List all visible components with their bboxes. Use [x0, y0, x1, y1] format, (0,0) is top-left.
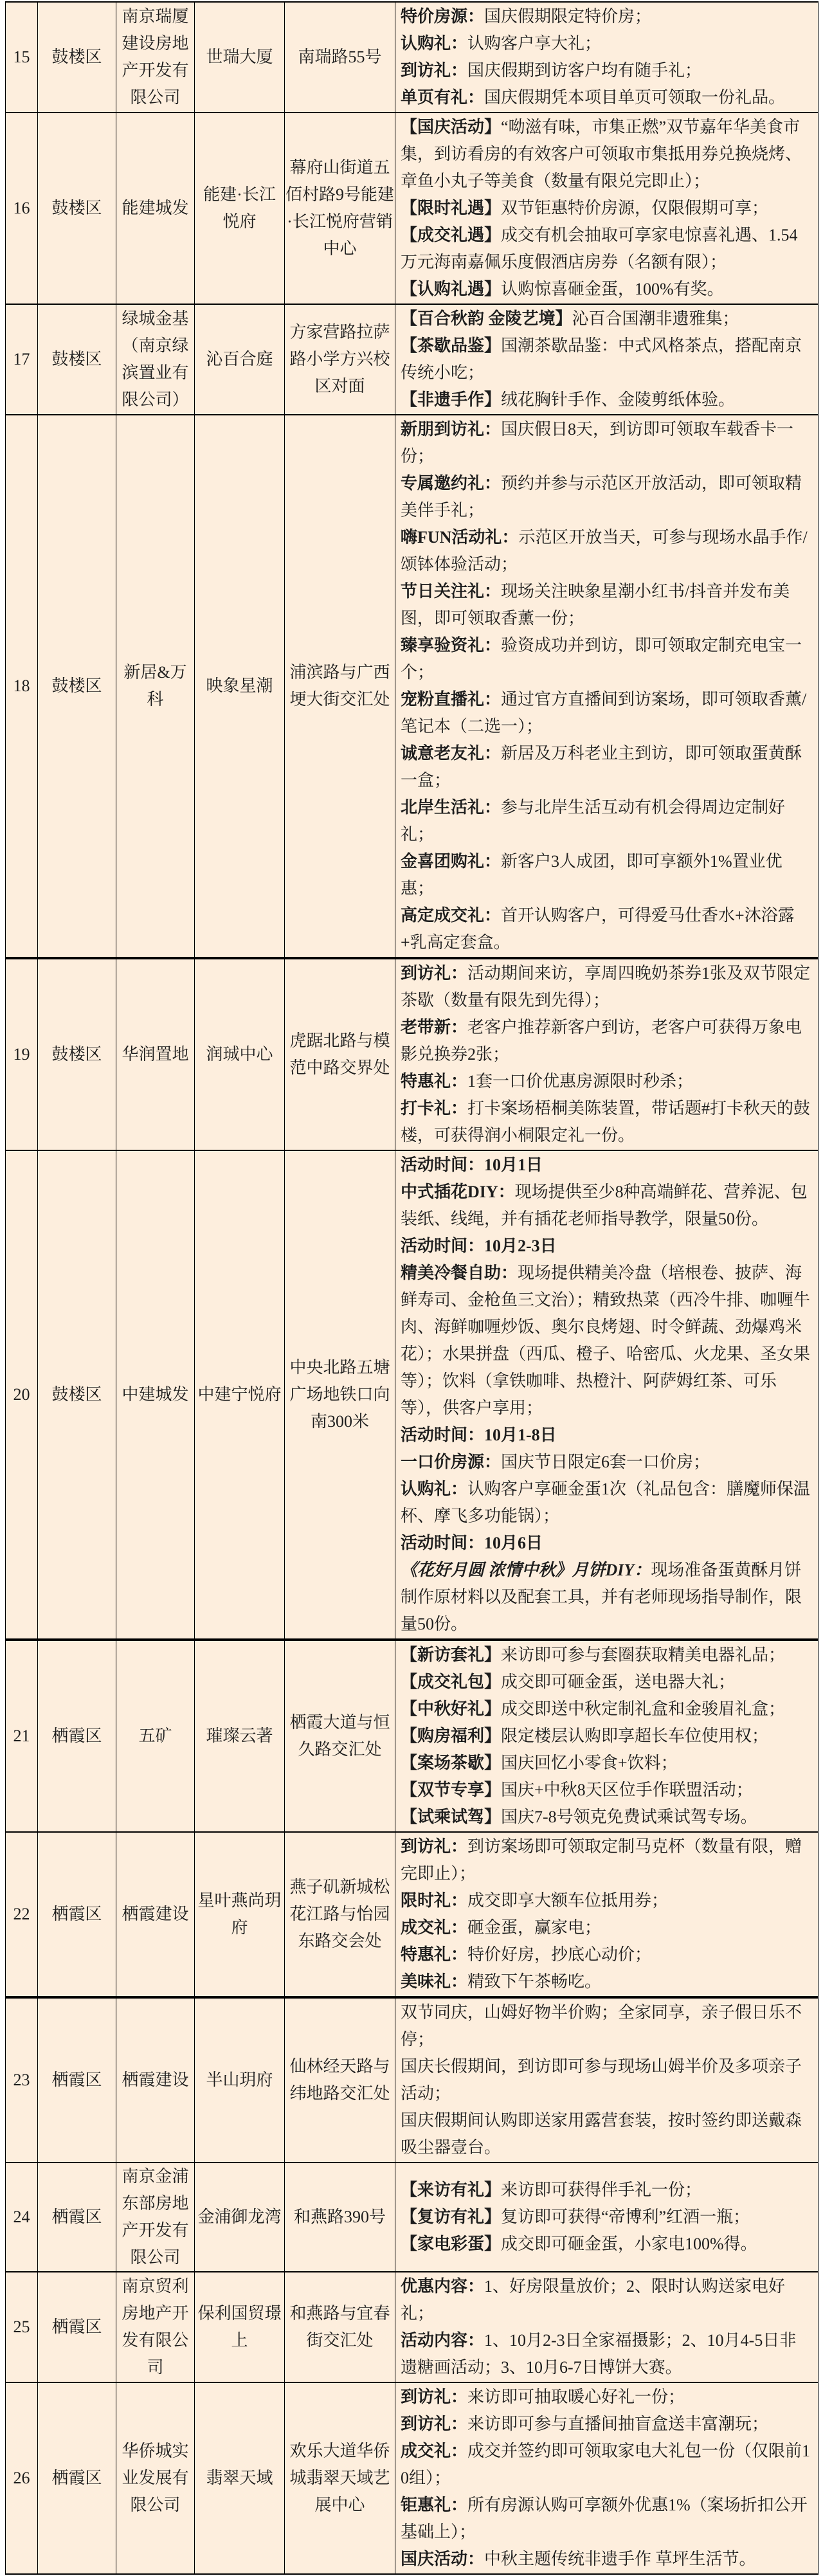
detail-label: 成交礼：: [401, 1918, 468, 1937]
detail-label: 【案场茶歇】: [401, 1754, 502, 1772]
table-row: [6, 415, 818, 958]
detail-label: 国庆活动：: [401, 2550, 485, 2568]
detail-item: [401, 2053, 813, 2107]
company-cell: 栖霞建设: [116, 1832, 195, 1997]
detail-label: 【限时礼遇】: [401, 199, 502, 217]
detail-text: 验资成功并到访，即可领取定制充电宝一个；: [401, 636, 802, 682]
detail-item: [401, 1999, 813, 2053]
detail-item: [401, 1179, 813, 1233]
detail-text: 参与北岸生活互动有机会得周边定制好礼；: [401, 798, 786, 844]
company-cell: 华润置地: [116, 958, 195, 1150]
detail-label: 特惠礼：: [401, 1072, 468, 1091]
detail-text: 到访案场即可领取定制马克杯（数量有限，赠完即止）；: [401, 1837, 802, 1883]
detail-item: [401, 332, 813, 386]
address-cell: 中央北路五塘广场地铁口向南300米: [285, 1150, 395, 1640]
detail-text: 示范区开放当天，可参与现场水晶手作/颂钵体验活动；: [401, 528, 808, 574]
address-cell: 方家营路拉萨路小学方兴校区对面: [285, 304, 395, 415]
row-number: 17: [6, 304, 38, 415]
project-cell: 翡翠天域: [195, 2382, 285, 2574]
detail-item: [401, 30, 813, 57]
detail-item: [401, 1804, 813, 1831]
detail-text: 现场提供至少8种高端鲜花、营养泥、包装纸、线绳，并有插花老师指导教学，限量50份。: [401, 1183, 808, 1228]
detail-item: [401, 386, 813, 413]
detail-label: 活动时间：10月1日: [401, 1156, 543, 1174]
detail-item: [401, 1887, 813, 1914]
detail-item: [401, 1014, 813, 1068]
row-number: 21: [6, 1640, 38, 1832]
detail-item: [401, 57, 813, 84]
detail-item: [401, 902, 813, 956]
district-cell: 鼓楼区: [38, 415, 116, 958]
row-number: 22: [6, 1832, 38, 1997]
project-cell: 润珹中心: [195, 958, 285, 1150]
detail-label: 【试乘试驾】: [401, 1808, 502, 1826]
detail-text: 成交即送中秋定制礼盒和金骏眉礼盒；: [501, 1700, 786, 1718]
detail-item: [401, 794, 813, 848]
detail-label: 到访礼：: [401, 964, 468, 983]
detail-label: 钜惠礼：: [401, 2496, 468, 2514]
detail-item: [401, 2492, 813, 2546]
detail-label: 诚意老友礼：: [401, 744, 502, 763]
detail-label: 一口价房源：: [401, 1453, 502, 1471]
detail-label: 成交礼：: [401, 2442, 468, 2460]
row-number: 19: [6, 958, 38, 1150]
detail-item: [401, 2273, 813, 2327]
detail-label: 【茶歇品鉴】: [401, 336, 502, 355]
details-cell: [395, 2382, 818, 2574]
detail-item: [401, 848, 813, 902]
promo-events-table: [5, 1, 818, 2575]
detail-item: [401, 524, 813, 578]
project-cell: 映象星潮: [195, 415, 285, 958]
company-cell: 中建城发: [116, 1150, 195, 1640]
detail-label: 单页有礼：: [401, 88, 485, 107]
detail-text: 预约并参与示范区开放活动，即可领取精美伴手礼；: [401, 474, 802, 520]
detail-item: [401, 1530, 813, 1557]
detail-item: [401, 1750, 813, 1777]
detail-item: [401, 3, 813, 30]
detail-label: 专属邀约礼：: [401, 474, 502, 493]
detail-label: 【新访套礼】: [401, 1646, 502, 1664]
details-cell: [395, 1640, 818, 1832]
detail-label: 活动时间：10月2-3日: [401, 1237, 557, 1255]
detail-label: 打卡礼：: [401, 1099, 468, 1118]
detail-text: 国庆假日8天，到访即可领取车载香卡一份；: [401, 420, 794, 466]
row-number: 26: [6, 2382, 38, 2574]
table-row: [6, 1150, 818, 1640]
detail-text: 现场提供精美冷盘（培根卷、披萨、海鲜寿司、金枪鱼三文治）；精致热菜（西冷牛排、咖喱牛肉、海鲜咖喱炒饭、奥尔良烤翅、时令鲜蔬、劲爆鸡米花）；水果拼盘（西瓜、橙子、哈密瓜、火龙果、圣女果等）；饮料（拿铁咖啡、热橙汁、阿萨姆红茶、可乐等），供客户享用；: [401, 1264, 811, 1417]
project-cell: 璀璨云著: [195, 1640, 285, 1832]
details-cell: [395, 1997, 818, 2163]
detail-item: [401, 740, 813, 794]
detail-item: [401, 632, 813, 686]
detail-text: 活动期间来访，享周四晚奶茶券1张及双节限定茶歇（数量有限先到先得）；: [401, 964, 811, 1010]
project-cell: 星叶燕尚玥府: [195, 1832, 285, 1997]
detail-label: 北岸生活礼：: [401, 798, 502, 817]
company-cell: 栖霞建设: [116, 1997, 195, 2163]
detail-text: 新居及万科老业主到访，即可领取蛋黄酥一盒；: [401, 744, 802, 790]
detail-label: 【成交礼遇】: [401, 226, 502, 244]
district-cell: 鼓楼区: [38, 304, 116, 415]
detail-item: [401, 1557, 813, 1638]
detail-text: 打卡案场梧桐美陈装置，带话题#打卡秋天的鼓楼，可获得润小桐限定礼一份。: [401, 1099, 811, 1145]
detail-text: 特价好房，抄底心动价；: [467, 1945, 652, 1964]
district-cell: 栖霞区: [38, 2163, 116, 2272]
detail-text: 成交即可砸金蛋，送电器大礼；: [501, 1673, 736, 1691]
detail-item: [401, 1260, 813, 1422]
detail-text: 国庆回忆小零食+饮料；: [501, 1754, 678, 1772]
detail-label: 活动时间：10月6日: [401, 1534, 543, 1552]
detail-item: [401, 222, 813, 276]
detail-text: 1、10月2-3日全家福摄影；2、10月4-5日非遗糖画活动；3、10月6-7日博饼大赛。: [401, 2331, 797, 2377]
detail-text: 来访即可获得伴手礼一份；: [501, 2181, 702, 2199]
details-cell: [395, 113, 818, 304]
detail-label: 【国庆活动】: [401, 118, 502, 136]
details-cell: [395, 304, 818, 415]
detail-label: 特价房源：: [401, 7, 485, 26]
detail-item: [401, 2438, 813, 2492]
detail-label: 节日关注礼：: [401, 582, 502, 601]
detail-label: 美味礼：: [401, 1972, 468, 1991]
table-row: [6, 2, 818, 113]
detail-text: 1套一口价优惠房源限时秒杀；: [467, 1072, 694, 1091]
detail-label: 金喜团购礼：: [401, 852, 502, 871]
detail-item: [401, 960, 813, 1014]
district-cell: 鼓楼区: [38, 958, 116, 1150]
detail-item: [401, 1723, 813, 1750]
detail-text: 双节钜惠特价房源，仅限假期可享；: [501, 199, 769, 217]
detail-text: 1、好房限量放价；2、限时认购送家电好礼；: [401, 2277, 786, 2323]
project-cell: 金浦御龙湾: [195, 2163, 285, 2272]
detail-text: 成交有机会抽取可享家电惊喜礼遇、1.54万元海南嘉佩乐度假酒店房券（名额有限）；: [401, 226, 798, 271]
detail-label: 新朋到访礼：: [401, 420, 502, 439]
detail-text: “呦滋有味，市集正燃”双节嘉年华美食市集，到访看房的有效客户可领取市集抵用券兑换烧烤、章鱼小丸子等美食（数量有限兑完即止）；: [401, 118, 802, 190]
row-number: 23: [6, 1997, 38, 2163]
detail-label: 嗨FUN活动礼：: [401, 528, 519, 547]
detail-item: [401, 1068, 813, 1095]
company-cell: 南京金浦东部房地产开发有限公司: [116, 2163, 195, 2272]
detail-text: 新客户3人成团，即可享额外1%置业优惠；: [401, 852, 782, 898]
detail-text: 所有房源认购可享额外优惠1%（案场折扣公开基础上）；: [401, 2496, 808, 2541]
detail-label: 【成交礼包】: [401, 1673, 502, 1691]
address-cell: 栖霞大道与恒久路交汇处: [285, 1640, 395, 1832]
detail-label: 【来访有礼】: [401, 2181, 502, 2199]
detail-text: 成交并签约即可领取家电大礼包一份（仅限前10组）；: [401, 2442, 811, 2487]
district-cell: 栖霞区: [38, 1832, 116, 1997]
detail-text: 通过官方直播间到访案场，即可领取香薰/笔记本（二选一）；: [401, 690, 807, 736]
detail-label: 优惠内容：: [401, 2277, 485, 2296]
table-row: [6, 2272, 818, 2382]
detail-label: 活动内容：: [401, 2331, 485, 2350]
detail-item: [401, 195, 813, 222]
detail-text: 绒花胸针手作、金陵剪纸体验。: [501, 390, 736, 409]
row-number: 25: [6, 2272, 38, 2382]
table-row: [6, 304, 818, 415]
address-cell: 和燕路与宜春街交汇处: [285, 2272, 395, 2382]
detail-text: 国庆假期凭本项目单页可领取一份礼品。: [484, 88, 786, 107]
detail-label: 【购房福利】: [401, 1727, 502, 1745]
detail-text: 认购客户享砸金蛋1次（礼品包含：膳魔师保温杯、摩飞多功能锅）；: [401, 1480, 811, 1525]
detail-item: [401, 1669, 813, 1696]
detail-text: 现场关注映象星潮小红书/抖音并发布美图，即可领取香薰一份；: [401, 582, 790, 628]
detail-item: [401, 686, 813, 740]
detail-label: 到访礼：: [401, 2388, 468, 2406]
project-cell: 半山玥府: [195, 1997, 285, 2163]
company-cell: 南京贸利房地产开发有限公司: [116, 2272, 195, 2382]
table-row: [6, 1640, 818, 1832]
table-row: [6, 113, 818, 304]
detail-label: 【复访有礼】: [401, 2208, 502, 2226]
detail-label: 【非遗手作】: [401, 390, 502, 409]
address-cell: 虎踞北路与模范中路交界处: [285, 958, 395, 1150]
detail-item: [401, 1476, 813, 1530]
detail-item: [401, 1914, 813, 1941]
detail-text: 沁百合国潮非遗雅集；: [572, 309, 739, 328]
detail-item: [401, 1152, 813, 1179]
table-row: [6, 2163, 818, 2272]
address-cell: 仙林经天路与纬地路交汇处: [285, 1997, 395, 2163]
table-row: [6, 958, 818, 1150]
row-number: 15: [6, 2, 38, 113]
detail-text: 复访即可获得“帝博利”红酒一瓶；: [501, 2208, 750, 2226]
table-row: [6, 1832, 818, 1997]
row-number: 16: [6, 113, 38, 304]
detail-text: 国庆假期间认购即送家用露营套装，按时签约即送戴森吸尘器壹台。: [401, 2111, 802, 2157]
detail-item: [401, 1833, 813, 1887]
detail-item: [401, 114, 813, 195]
details-cell: [395, 958, 818, 1150]
project-cell: 中建宁悦府: [195, 1150, 285, 1640]
district-cell: 栖霞区: [38, 1997, 116, 2163]
detail-text: 成交即享大额车位抵用券；: [467, 1891, 669, 1910]
detail-label: 认购礼：: [401, 34, 468, 53]
company-cell: 新居&万科: [116, 415, 195, 958]
detail-text: 成交即可砸金蛋，小家电100%得。: [501, 2235, 757, 2253]
details-cell: [395, 415, 818, 958]
detail-text: 中秋主题传统非遗手作 草坪生活节。: [484, 2550, 756, 2568]
detail-label: 【家电彩蛋】: [401, 2235, 502, 2253]
project-cell: 保利国贸璟上: [195, 2272, 285, 2382]
address-cell: 和燕路390号: [285, 2163, 395, 2272]
detail-item: [401, 2107, 813, 2161]
detail-item: [401, 1449, 813, 1476]
detail-text: 老客户推荐新客户到访，老客户可获得万象电影兑换券2张；: [401, 1018, 802, 1064]
address-cell: 浦滨路与广西埂大街交汇处: [285, 415, 395, 958]
detail-label: 到访礼：: [401, 2415, 468, 2433]
details-cell: [395, 2163, 818, 2272]
project-cell: 能建·长江悦府: [195, 113, 285, 304]
detail-text: 砸金蛋，赢家电；: [467, 1918, 602, 1937]
detail-label: 认购礼：: [401, 1480, 468, 1498]
detail-text: 来访即可抽取暖心好礼一份；: [467, 2388, 685, 2406]
detail-text: 国庆+中秋8天区位手作联盟活动；: [501, 1781, 753, 1799]
detail-item: [401, 1095, 813, 1149]
row-number: 20: [6, 1150, 38, 1640]
detail-item: [401, 1696, 813, 1723]
detail-item: [401, 2327, 813, 2381]
detail-label: 宠粉直播礼：: [401, 690, 502, 709]
detail-item: [401, 470, 813, 524]
detail-text: 来访即可参与套圈获取精美电器礼品；: [501, 1646, 786, 1664]
detail-label: 臻享验资礼：: [401, 636, 502, 655]
detail-label: 高定成交礼：: [401, 906, 502, 925]
detail-item: [401, 276, 813, 303]
detail-label: 特惠礼：: [401, 1945, 468, 1964]
detail-item: [401, 2411, 813, 2438]
table-row: [6, 1997, 818, 2163]
company-cell: 能建城发: [116, 113, 195, 304]
details-cell: [395, 2272, 818, 2382]
project-cell: 沁百合庭: [195, 304, 285, 415]
district-cell: 鼓楼区: [38, 113, 116, 304]
company-cell: 绿城金基（南京绿滨置业有限公司）: [116, 304, 195, 415]
detail-label: 到访礼：: [401, 1837, 468, 1856]
details-cell: [395, 1832, 818, 1997]
detail-item: [401, 1941, 813, 1968]
detail-text: 认购惊喜砸金蛋，100%有奖。: [501, 280, 724, 298]
detail-label: 精美冷餐自助：: [401, 1264, 518, 1282]
detail-item: [401, 1233, 813, 1260]
detail-label: 【双节专享】: [401, 1781, 502, 1799]
district-cell: 栖霞区: [38, 2272, 116, 2382]
detail-item: [401, 1642, 813, 1669]
detail-item: [401, 578, 813, 632]
detail-label: 【中秋好礼】: [401, 1700, 502, 1718]
detail-item: [401, 1777, 813, 1804]
row-number: 24: [6, 2163, 38, 2272]
address-cell: 欢乐大道华侨城翡翠天域艺展中心: [285, 2382, 395, 2574]
district-cell: 鼓楼区: [38, 1150, 116, 1640]
detail-text: 国庆假期到访客户均有随手礼；: [467, 61, 702, 80]
company-cell: 华侨城实业发展有限公司: [116, 2382, 195, 2574]
company-cell: 南京瑞厦建设房地产开发有限公司: [116, 2, 195, 113]
promo-table-body: [6, 2, 818, 2574]
detail-item: [401, 416, 813, 470]
detail-text: 现场准备蛋黄酥月饼制作原材料以及配套工具，并有老师现场指导制作，限量50份。: [401, 1561, 802, 1633]
address-cell: 幕府山街道五佰村路9号能建·长江悦府营销中心: [285, 113, 395, 304]
detail-text: 国庆7-8号领克免费试乘试驾专场。: [501, 1808, 757, 1826]
company-cell: 五矿: [116, 1640, 195, 1832]
detail-label: 老带新：: [401, 1018, 468, 1037]
detail-label: 《花好月圆 浓情中秋》月饼DIY：: [401, 1561, 651, 1579]
details-cell: [395, 1150, 818, 1640]
detail-item: [401, 305, 813, 332]
district-cell: 栖霞区: [38, 2382, 116, 2574]
detail-text: 国庆长假期间，到访即可参与现场山姆半价及多项亲子活动；: [401, 2057, 802, 2103]
address-cell: 燕子矶新城松花江路与怡园东路交会处: [285, 1832, 395, 1997]
detail-text: 双节同庆，山姆好物半价购；全家同享，亲子假日乐不停；: [401, 2003, 802, 2049]
detail-item: [401, 84, 813, 111]
detail-text: 限定楼层认购即享超长车位使用权；: [501, 1727, 769, 1745]
district-cell: 鼓楼区: [38, 2, 116, 113]
detail-item: [401, 2384, 813, 2411]
detail-item: [401, 2231, 813, 2258]
detail-item: [401, 1422, 813, 1449]
detail-text: 国庆节日限定6套一口价房；: [501, 1453, 710, 1471]
detail-item: [401, 1968, 813, 1995]
detail-text: 国潮茶歇品鉴：中式风格茶点，搭配南京传统小吃；: [401, 336, 802, 382]
detail-label: 【认购礼遇】: [401, 280, 502, 298]
detail-item: [401, 2546, 813, 2573]
row-number: 18: [6, 415, 38, 958]
detail-text: 首开认购客户，可得爱马仕香水+沐浴露+乳高定套盒。: [401, 906, 795, 952]
detail-item: [401, 2204, 813, 2231]
project-cell: 世瑞大厦: [195, 2, 285, 113]
detail-label: 到访礼：: [401, 61, 468, 80]
details-cell: [395, 2, 818, 113]
detail-text: 认购客户享大礼；: [467, 34, 602, 53]
detail-text: 来访即可参与直播间抽盲盒送丰富潮玩；: [467, 2415, 769, 2433]
district-cell: 栖霞区: [38, 1640, 116, 1832]
detail-item: [401, 2177, 813, 2204]
detail-label: 活动时间：10月1-8日: [401, 1426, 557, 1444]
detail-label: 【百合秋韵 金陵艺境】: [401, 309, 572, 328]
address-cell: 南瑞路55号: [285, 2, 395, 113]
detail-label: 限时礼：: [401, 1891, 468, 1910]
detail-text: 精致下午茶畅吃。: [467, 1972, 602, 1991]
detail-text: 国庆假期限定特价房；: [484, 7, 652, 26]
detail-label: 中式插花DIY：: [401, 1183, 515, 1201]
table-row: [6, 2382, 818, 2574]
